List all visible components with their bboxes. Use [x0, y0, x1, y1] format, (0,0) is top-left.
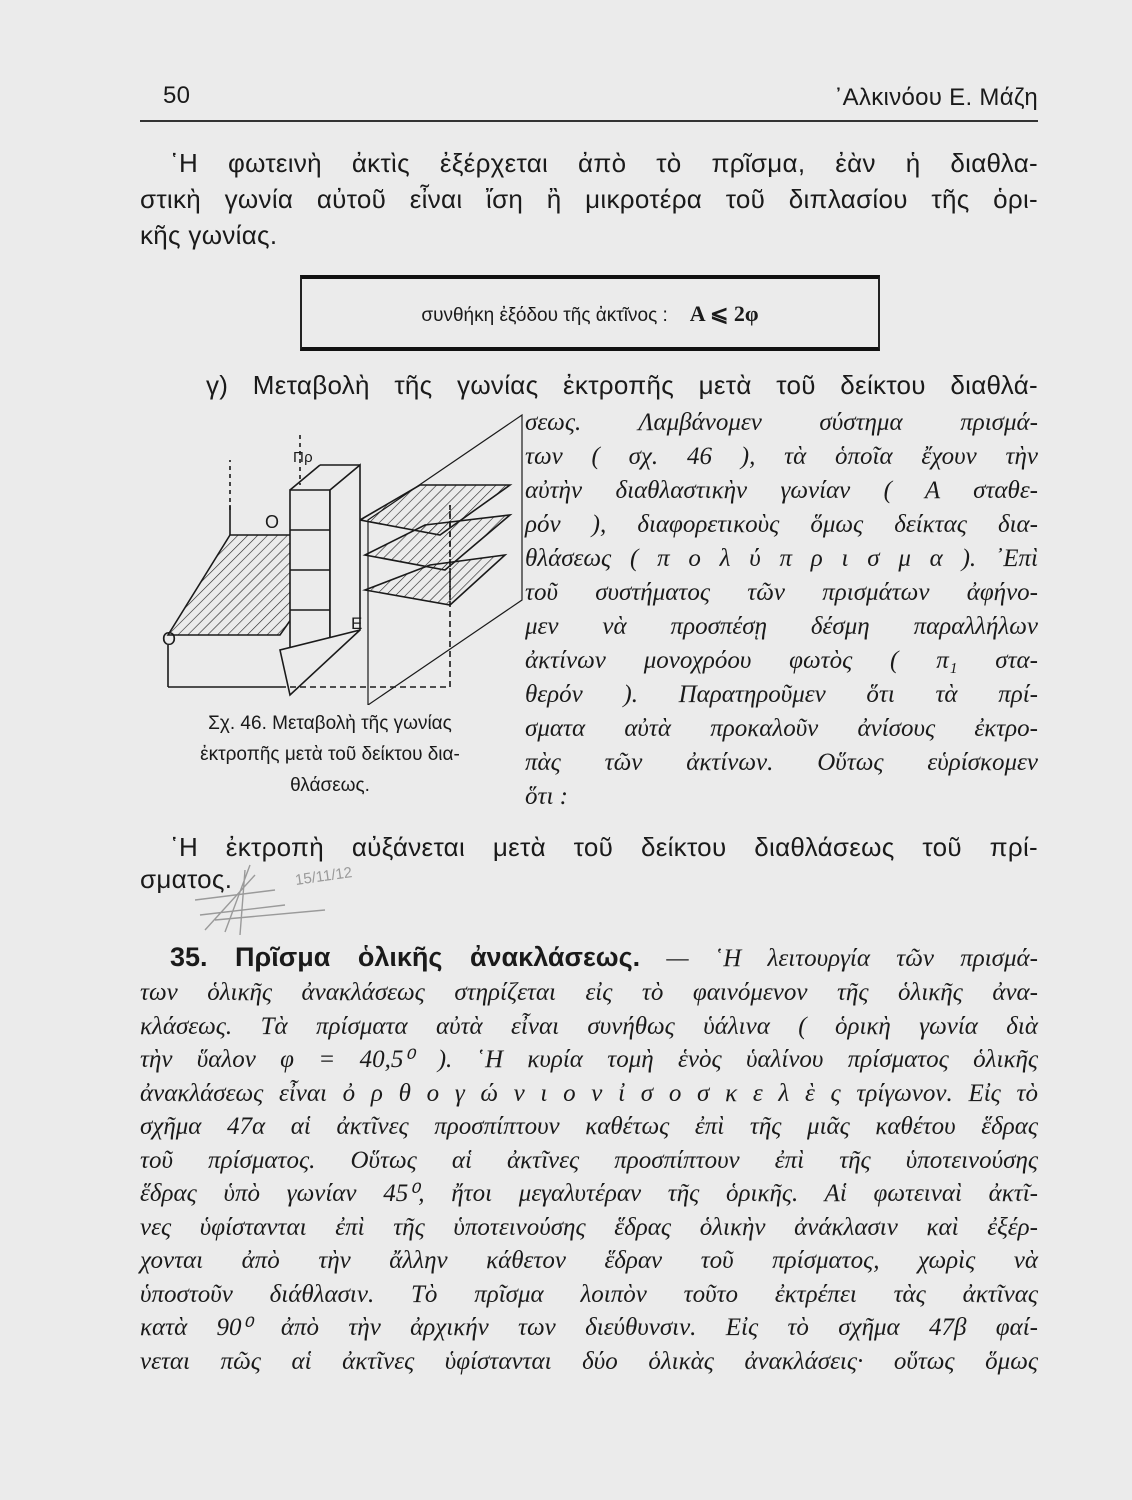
text-line: σματα αὐτὰ προκαλοῦν ἀνίσους ἐκτρο- — [525, 715, 1038, 742]
caption-line: ἐκτροπῆς μετὰ τοῦ δείκτου δια- — [200, 744, 460, 765]
running-header-author: ᾿Αλκινόου Ε. Μάζη — [834, 84, 1038, 111]
caption-line: θλάσεως. — [290, 775, 370, 796]
condition-formula: A ⩽ 2φ — [689, 301, 759, 326]
text-line: τὴν ὕαλον φ = 40,5⁰ ). ῾Η κυρία τομὴ ἑνὸς ὑαλίνου πρίσματος ὁλικῆς — [140, 1046, 1038, 1073]
text-line: θερόν ). Παρατηροῦμεν ὅτι τὰ πρί- — [525, 681, 1038, 708]
text-line: μεν νὰ προσπέσῃ δέσμη παραλλήλων — [525, 613, 1038, 640]
text-line: ῾Η ἐκτροπὴ αὐξάνεται μετὰ τοῦ δείκτου διαθλάσεως τοῦ πρί- — [170, 832, 1038, 862]
text-line: χονται ἀπὸ τὴν ἄλλην κάθετον ἕδραν τοῦ πρίσματος, χωρὶς νὰ — [140, 1247, 1038, 1274]
figure-label-e: E — [351, 614, 363, 633]
text-line: σεως. Λαμβάνομεν σύστημα πρισμά- — [525, 409, 1038, 436]
text-line: νεται πῶς αἱ ἀκτῖνες ὑφίστανται δύο ὁλικὰς ἀνακλάσεις· οὕτως ὅμως — [140, 1347, 1038, 1375]
handwritten-date: 15/11/12 — [294, 864, 354, 889]
text-line: σχῆμα 47α αἱ ἀκτῖνες προσπίπτουν καθέτως ἐπὶ τῆς μιᾶς καθέτου ἕδρας — [140, 1113, 1038, 1140]
section-35-first-line — [170, 944, 1038, 971]
text-line: ρόν ), διαφορετικοὺς ὅμως δείκτας δια- — [525, 511, 1038, 538]
condition-box — [300, 275, 880, 351]
text-line: των ( σχ. 46 ), τὰ ὁποῖα ἔχουν τὴν — [525, 443, 1038, 470]
prism-figure — [150, 405, 530, 705]
figure-label-o-lower: O — [162, 629, 177, 649]
text-line: ὑποστοῦν διάθλασιν. Τὸ πρῖσμα λοιπὸν τοῦτο ἐκτρέπει τὰς ἀκτῖνας — [140, 1280, 1038, 1308]
page-number: 50 — [163, 82, 191, 109]
figure-label-pr: Πρ — [293, 449, 313, 466]
text-line: σματος. — [140, 864, 233, 894]
text-line: ῾Η φωτεινὴ ἀκτὶς ἐξέρχεται ἀπὸ τὸ πρῖσμα, ἐὰν ἡ διαθλα- — [170, 148, 1038, 178]
text-line: ἀνακλάσεως εἶναι ὀ ρ θ ο γ ώ ν ι ο ν ἰ σ ο σ κ ε λ ὲ ς τρίγωνον. Εἰς τὸ — [140, 1079, 1038, 1107]
text-line: νες ὑφίστανται ἐπὶ τῆς ὑποτεινούσης ἕδρας ὁλικὴν ἀνάκλασιν καὶ ἐξέρ- — [140, 1213, 1038, 1241]
text-line: στικὴ γωνία αὐτοῦ εἶναι ἴση ἢ μικροτέρα τοῦ διπλασίου τῆς ὁρι- — [140, 184, 1038, 214]
text-line: κλάσεως. Τὰ πρίσματα αὐτὰ εἶναι συνήθως ὑάλινα ( ὁρικὴ γωνία διὰ — [140, 1012, 1038, 1040]
condition-label: συνθήκη ἐξόδου τῆς ἀκτῖνος : — [421, 305, 668, 326]
section-35-heading: 35. Πρῖσμα ὁλικῆς ἀνακλάσεως. — [170, 942, 641, 972]
figure-label-o-upper: O — [265, 512, 280, 532]
text-line: τοῦ πρίσματος. Οὕτως αἱ ἀκτῖνες προσπίπτουν ἐπὶ τῆς ὑποτεινούσης — [140, 1146, 1038, 1174]
text-line: των ὁλικῆς ἀνακλάσεως στηρίζεται εἰς τὸ φαινόμενον τῆς ὁλικῆς ἀνα- — [140, 979, 1038, 1006]
text-line: κατὰ 90⁰ ἀπὸ τὴν ἀρχικήν των διεύθυνσιν. Εἰς τὸ σχῆμα 47β φαί- — [140, 1314, 1038, 1341]
caption-line: Σχ. 46. Μεταβολὴ τῆς γωνίας — [208, 713, 452, 734]
text-line: ὅτι : — [525, 783, 568, 810]
text-line: πὰς τῶν ἀκτίνων. Οὕτως εὑρίσκομεν — [525, 749, 1038, 776]
text-line: ἕδρας ὑπὸ γωνίαν 45⁰, ἤτοι μεγαλυτέραν τῆς ὁρικῆς. Αἱ φωτειναὶ ἀκτῖ- — [140, 1180, 1038, 1207]
text-span: — ῾Η λειτουργία τῶν πρισμά- — [666, 945, 1038, 972]
text-line: θλάσεως ( π ο λ ύ π ρ ι σ μ α ). ᾿Επὶ — [525, 545, 1038, 572]
section-heading-g: γ) Μεταβολὴ τῆς γωνίας ἐκτροπῆς μετὰ τοῦ δείκτου διαθλά- — [206, 370, 1038, 400]
text-line: αὐτὴν διαθλαστικὴν γωνίαν ( Α σταθε- — [525, 477, 1038, 504]
text-line: ἀκτίνων μονοχρόου φωτὸς ( π₁ στα- — [525, 647, 1038, 674]
figure-caption — [150, 708, 510, 801]
text-line: κῆς γωνίας. — [140, 220, 278, 250]
header-rule — [140, 120, 1038, 122]
text-line: τοῦ συστήματος τῶν πρισμάτων ἀφήνο- — [525, 579, 1038, 606]
